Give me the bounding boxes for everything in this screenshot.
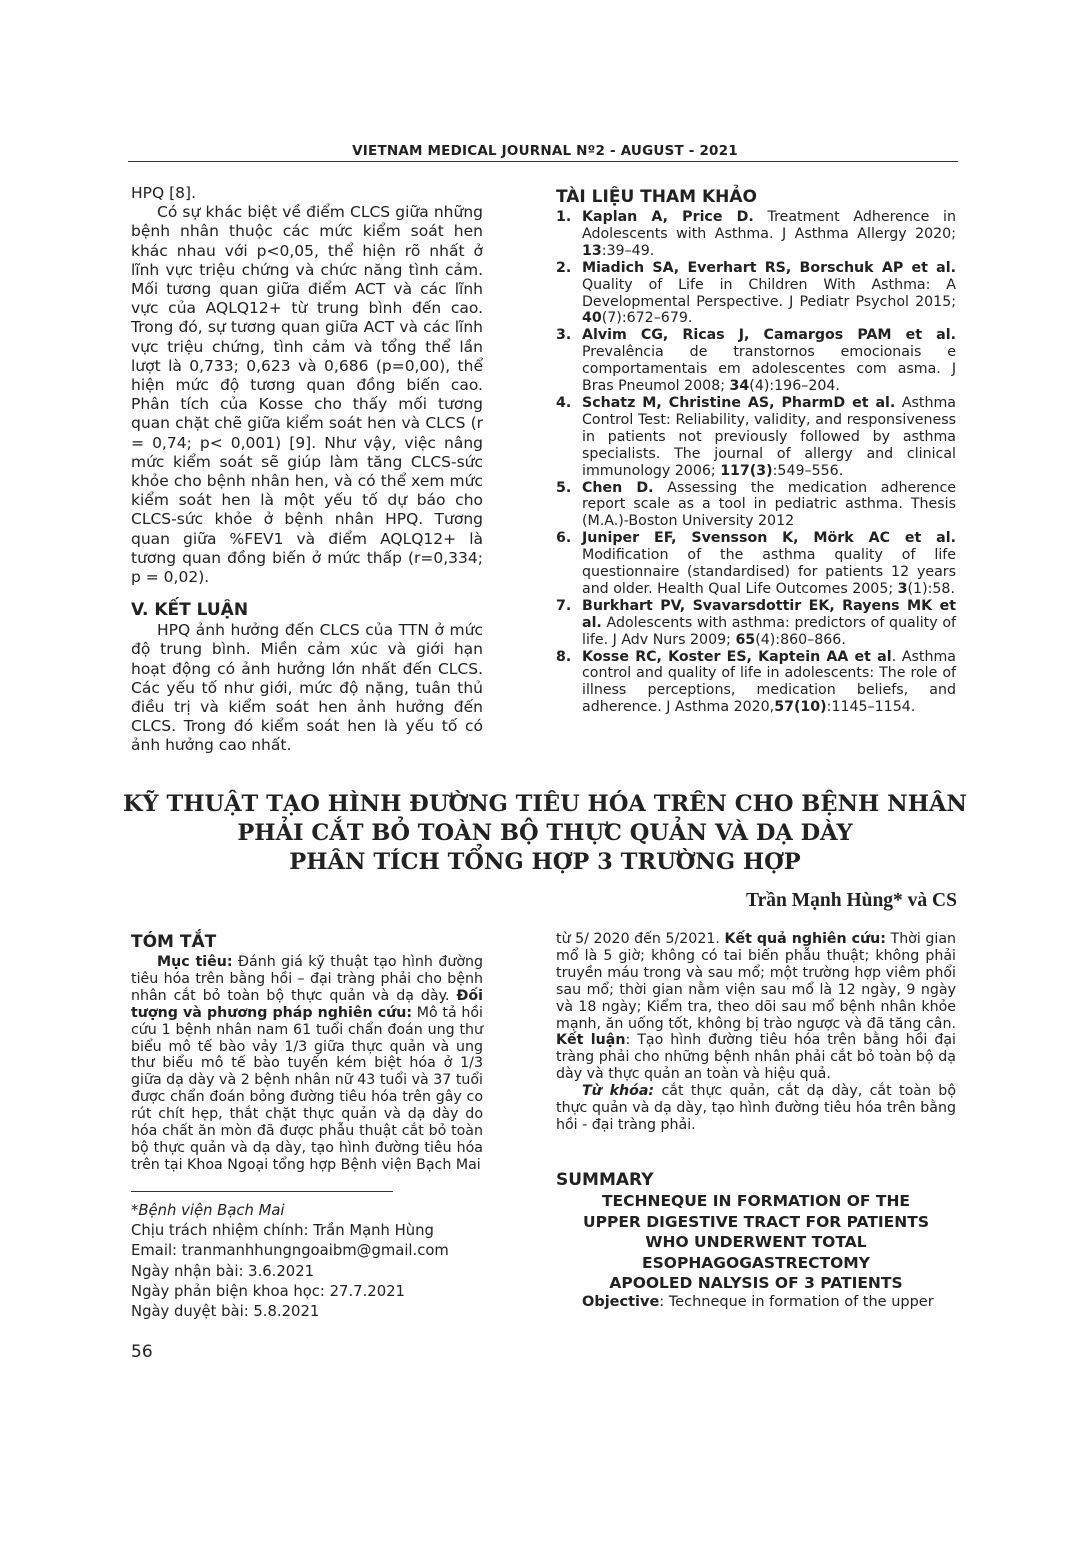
paragraph-continued: HPQ [8]. [131,184,197,202]
journal-header: VIETNAM MEDICAL JOURNAL Nº2 - AUGUST - 2021 [352,143,738,159]
summary-title-line: ESOPHAGOGASTRECTOMY [642,1253,870,1272]
reference-pages: (1):58. [907,580,955,597]
reference-volume: 34 [729,378,750,395]
reference-authors: Kosse RC, Koster ES, Kaptein AA et al [582,648,892,665]
summary-heading: SUMMARY [556,1170,654,1190]
reference-number: 6. [556,530,572,547]
summary-title-line: APOOLED NALYSIS OF 3 PATIENTS [609,1274,903,1292]
reference-volume: 117(3) [720,462,773,479]
summary-section [556,1169,956,1310]
summary-title-line: UPPER DIGESTIVE TRACT FOR PATIENTS [583,1212,929,1231]
reference-number: 7. [556,597,572,614]
reference-authors: Kaplan A, Price D. [582,209,754,225]
conclusion-label: Kết luận [556,1032,626,1049]
left-column-text [131,184,483,756]
reference-item [556,327,956,395]
conclusion-heading: V. KẾT LUẬN [131,600,249,621]
reference-volume: 65 [735,631,756,648]
summary-title-line: WHO UNDERWENT TOTAL [645,1233,867,1251]
reference-number: 2. [556,259,572,276]
reference-item [556,649,956,717]
reference-title: Prevalência de transtornos emocionais e comportamentais em adolescentes com asma. J Bras Pneumol 2008; [582,344,956,395]
reference-item [556,209,956,260]
reference-number: 1. [556,209,572,225]
result-label: Kết quả nghiên cứu: [724,931,886,947]
paragraph-conclusion: HPQ ảnh hưởng đến CLCS của TTN ở mức độ trung bình. Miền cảm xúc và giới hạn hoạt động có ảnh hưởng lớn nhất đến CLCS. Các yếu tố như giới, mức độ nặng, tuân thủ điều trị và kiểm soát hen ảnh hưởng đến CLCS. Trong đó kiểm soát hen là yếu tố có ảnh hưởng cao nhất. [131,621,483,755]
reference-text [582,480,956,531]
abstract-section [131,931,483,1174]
abstract-continued [556,931,956,1134]
reference-pages: :549–556. [772,462,844,479]
abstract-paragraph [556,931,956,1083]
reference-title: Adolescents with asthma: predictors of quality of life. J Adv Nurs 2009; [582,614,956,648]
reference-title: Asthma Control Test: Reliability, validity, and responsiveness in patients not previously followed by asthma specialists. The journal of allergy and clinical immunology 2006; [582,394,956,479]
reference-authors: Schatz M, Christine AS, PharmD et al. [582,394,896,411]
reference-text [582,395,956,480]
references-heading: TÀI LIỆU THAM KHẢO [556,187,757,207]
reference-title: Assessing the medication adherence report scale as a tool in pediatric asthma. Thesis (M.A.)-Boston University 2012 [582,479,956,530]
objective-text: Đánh giá kỹ thuật tạo hình đường tiêu hóa trên bằng hồi – đại tràng phải cho bệnh nhân cắt bỏ toàn bộ thực quản và dạ dày. [131,954,484,1004]
reference-item [556,530,956,598]
affiliation: *Bệnh viện Bạch Mai [131,1202,285,1219]
reference-pages: (4):860–866. [755,631,846,648]
abstract-cont-text: từ 5/ 2020 đến 5/2021. [556,931,725,947]
date-received: Ngày nhận bài: 3.6.2021 [131,1262,315,1280]
title-line: KỸ THUẬT TẠO HÌNH ĐƯỜNG TIÊU HÓA TRÊN CHO BỆNH NHÂN [123,791,967,817]
method-label: Đối tượng và phương pháp nghiên cứu: [131,987,483,1021]
reference-volume: 13 [582,242,602,259]
reference-item [556,480,956,531]
keywords-label: Từ khóa: [582,1083,655,1100]
reference-volume: 57(10) [774,699,827,716]
reference-volume: 40 [582,310,602,327]
footnote [131,1201,491,1322]
title-line: PHẢI CẮT BỎ TOÀN BỘ THỰC QUẢN VÀ DẠ DÀY [237,820,853,846]
reference-number: 5. [556,479,572,496]
page-number: 56 [131,1342,153,1362]
reference-number: 4. [556,394,572,411]
reference-text [582,260,956,328]
footnote-rule [131,1191,393,1192]
references-list [556,209,956,716]
reference-text [582,598,956,649]
reference-text [582,530,956,598]
keywords-paragraph [556,1083,956,1134]
title-line: PHÂN TÍCH TỔNG HỢP 3 TRƯỜNG HỢP [289,849,801,875]
reference-title: Modification of the asthma quality of life questionnaire (standardised) for patients 12 years and older. Health Qual Life Outcomes 2005; [582,547,956,597]
reference-pages: :1145–1154. [826,699,916,716]
header-rule [128,161,958,162]
summary-objective-text: : Techneque in formation of the upper [659,1293,934,1310]
summary-objective [556,1294,956,1311]
reference-number: 8. [556,648,572,665]
reference-authors: Chen D. [582,479,654,496]
reference-item [556,395,956,480]
reference-title: . Asthma control and quality of life in adolescents: The role of illness perceptions, medication beliefs, and adherence. J Asthma 2020, [582,648,956,716]
email: Email: tranmanhhungngoaibm@gmail.com [131,1242,449,1260]
reference-pages: :39–49. [601,242,655,259]
author-line: Trần Mạnh Hùng* và CS [746,890,957,911]
reference-item [556,260,956,328]
summary-objective-label: Objective [582,1293,660,1310]
references-section [556,186,956,716]
reference-title: Treatment Adherence in Adolescents with Asthma. J Asthma Allergy 2020; [582,209,956,242]
reference-authors: Alvim CG, Ricas J, Camargos PAM et al. [582,327,956,344]
paragraph-discussion: Có sự khác biệt về điểm CLCS giữa những bệnh nhân thuộc các mức kiểm soát hen khác nhau với p<0,05, thể hiện rõ nhất ở lĩnh vực triệu chứng và chức năng tình cảm. Mối tương quan giữa điểm ACT và các lĩnh vực của AQLQ12+ từ trung bình đến cao. Trong đó, sự tương quan giữa ACT và các lĩnh vực triệu chứng, tình cảm và tổng thể lần lượt là 0,733; 0,623 và 0,686 (p=0,00), thể hiện mức độ tương quan đồng biến cao. Phân tích của Kosse cho thấy mối tương quan chặt chẽ giữa kiểm soát hen và CLCS (r = 0,74; p< 0,001) [9]. Như vậy, việc nâng mức kiểm soát sẽ giúp làm tăng CLCS-sức khỏe cho bệnh nhân hen, và có thể xem mức kiểm soát hen là một yếu tố dự báo cho CLCS-sức khỏe ở bệnh nhân HPQ. Tương quan giữa %FEV1 và điểm AQLQ12+ là tương quan đồng biến ở mức thấp (r=0,334; p = 0,02). [131,203,483,587]
reference-text [582,649,956,717]
reference-item [556,598,956,649]
date-accepted: Ngày duyệt bài: 5.8.2021 [131,1303,320,1321]
reference-pages: (7):672–679. [601,310,693,327]
summary-title [556,1191,956,1294]
reference-pages: (4):196–204. [749,378,840,395]
reference-text [582,209,956,260]
reference-authors: Juniper EF, Svensson K, Mörk AC et al. [582,530,956,547]
date-reviewed: Ngày phản biện khoa học: 27.7.2021 [131,1282,405,1300]
objective-label: Mục tiêu: [157,954,233,970]
corresponding-author: Chịu trách nhiệm chính: Trần Mạnh Hùng [131,1222,434,1240]
summary-title-line: TECHNEQUE IN FORMATION OF THE [601,1192,911,1210]
abstract-paragraph [131,954,483,1174]
method-text: Mô tả hồi cứu 1 bệnh nhân nam 61 tuổi chẩn đoán ung thư biểu mô tế bào vảy 1/3 giữa thực quản và ung thư biểu mô tế bào tuyến kém biệt hóa ở 1/3 giữa dạ dày và 2 bệnh nhân nữ 43 tuổi và 37 tuổi được chẩn đoán bỏng đường tiêu hóa trên gây co rút chít hẹp, thắt chặt thực quản và dạ dày do hóa chất ăn mòn đã được phẫu thuật cắt bỏ toàn bộ thực quản và dạ dày, tạo hình đường tiêu hóa trên tại Khoa Ngoại tổng hợp Bệnh viện Bạch Mai [131,1004,483,1173]
reference-authors: Miadich SA, Everhart RS, Borschuk AP et al. [582,259,956,276]
keywords-text: cắt thực quản, cắt dạ dày, cắt toàn bộ thực quản và dạ dày, tạo hình đường tiêu hóa trên bằng hồi - đại tràng phải. [556,1083,956,1133]
reference-volume: 3 [897,580,908,597]
reference-text [582,327,956,395]
reference-authors: Burkhart PV, Svavarsdottir EK, Rayens MK et al. [582,597,956,631]
article-title [0,790,1090,877]
conclusion-text: : Tạo hình đường tiêu hóa trên bằng hồi đại tràng phải cho những bệnh nhân phải cắt bỏ toàn bộ dạ dày và thực quản an toàn và hiệu quả. [556,1032,956,1083]
abstract-heading: TÓM TẮT [131,932,217,952]
reference-number: 3. [556,327,572,344]
reference-title: Quality of Life in Children With Asthma: A Developmental Perspective. J Pediatr Psychol 2015; [582,276,956,310]
result-text: Thời gian mổ là 5 giờ; không có tai biến phẫu thuật; không phải truyền máu trong và sau mổ; một trường hợp viêm phổi sau mổ; thời gian nằm viện sau mổ là 12 ngày, 9 ngày và 18 ngày; Kiểm tra, theo dõi sau mổ bệnh nhân khỏe mạnh, ăn uống tốt, không bị trào ngược và đã tăng cân. [556,931,957,1032]
